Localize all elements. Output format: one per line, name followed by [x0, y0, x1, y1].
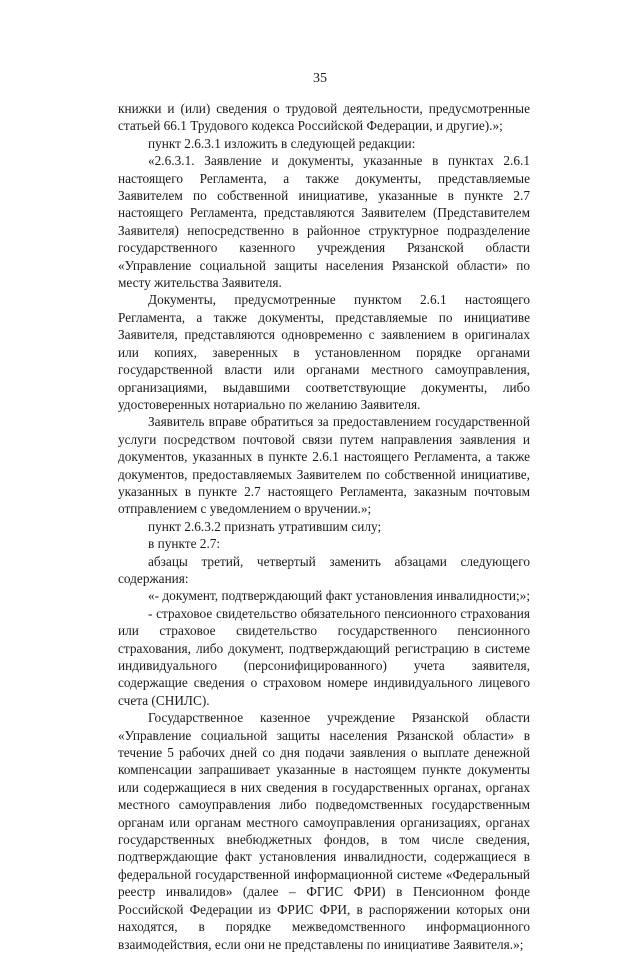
- paragraph-2: пункт 2.6.3.1 изложить в следующей редакции:: [148, 135, 416, 151]
- paragraph-6: пункт 2.6.3.2 признать утратившим силу;: [148, 518, 382, 534]
- paragraph-9: «- документ, подтверждающий факт установления инвалидности;»;: [148, 588, 531, 604]
- paragraph-7: в пункте 2.7:: [148, 536, 221, 552]
- paragraph-11: Государственное казенное учреждение Рязанской области «Управление социальной защиты населения Рязанской области» в течение 5 рабочих дней со дня подачи заявления о выплате денежной компенсации запрашивает указанные в настоящем пункте документы или содержащиеся в них сведения в государственных органах, органах местного самоуправления либо подведомственных государственным органам или органам местного самоуправления организациях, органах государственных внебюджетных фондов, в том числе сведения, подтверждающие факт установления инвалидности, содержащиеся в федеральной государственной информационной системе «Федеральный реестр инвалидов» (далее – ФГИС ФРИ) в Пенсионном фонде Российской Федерации из ФРИС ФРИ, в распоряжении которых они находятся, в порядке межведомственного информационного взаимодействия, если они не представлены по инициативе Заявителя.»;: [118, 710, 530, 952]
- paragraph-5: Заявитель вправе обратиться за предоставлением государственной услуги посредством почтовой связи путем направления заявления и документов, указанных в пункте 2.6.1 настоящего Регламента, а также документов, предоставляемых Заявителем по собственной инициативе, указанных в пункте 2.7 настоящего Регламента, заказным почтовым отправлением с уведомлением о вручении.»;: [118, 414, 530, 517]
- paragraph-10: - страховое свидетельство обязательного пенсионного страхования или страховое свидетельство государственного пенсионного страхования, либо документ, подтверждающий регистрацию в системе индивидуального (персонифицированного) учета заявителя, содержащие сведения о страховом номере индивидуального лицевого счета (СНИЛС).: [118, 605, 530, 708]
- paragraph-8: абзацы третий, четвертый заменить абзацами следующего содержания:: [118, 553, 530, 586]
- paragraph-1: книжки и (или) сведения о трудовой деятельности, предусмотренные статьей 66.1 Трудового кодекса Российской Федерации, и другие).»;: [118, 101, 530, 134]
- paragraph-4: Документы, предусмотренные пунктом 2.6.1 настоящего Регламента, а также документы, представляемые по инициативе Заявителя, представляются одновременно с заявлением в оригиналах или копиях, заверенных в установленном порядке органами государственной власти или органами местного самоуправления, организациями, выдавшими соответствующие документы, либо удостоверенных нотариально по желанию Заявителя.: [118, 292, 530, 412]
- paragraph-3: «2.6.3.1. Заявление и документы, указанные в пунктах 2.6.1 настоящего Регламента, а также документы, представляемые Заявителем по собственной инициативе, указанные в пункте 2.7 настоящего Регламента, представляются Заявителем (Представителем Заявителя) непосредственно в районное структурное подразделение государственного казенного учреждения Рязанской области «Управление социальной защиты населения Рязанской области» по месту жительства Заявителя.: [118, 153, 530, 291]
- document-body: [118, 100, 530, 953]
- page-number: 35: [313, 71, 327, 86]
